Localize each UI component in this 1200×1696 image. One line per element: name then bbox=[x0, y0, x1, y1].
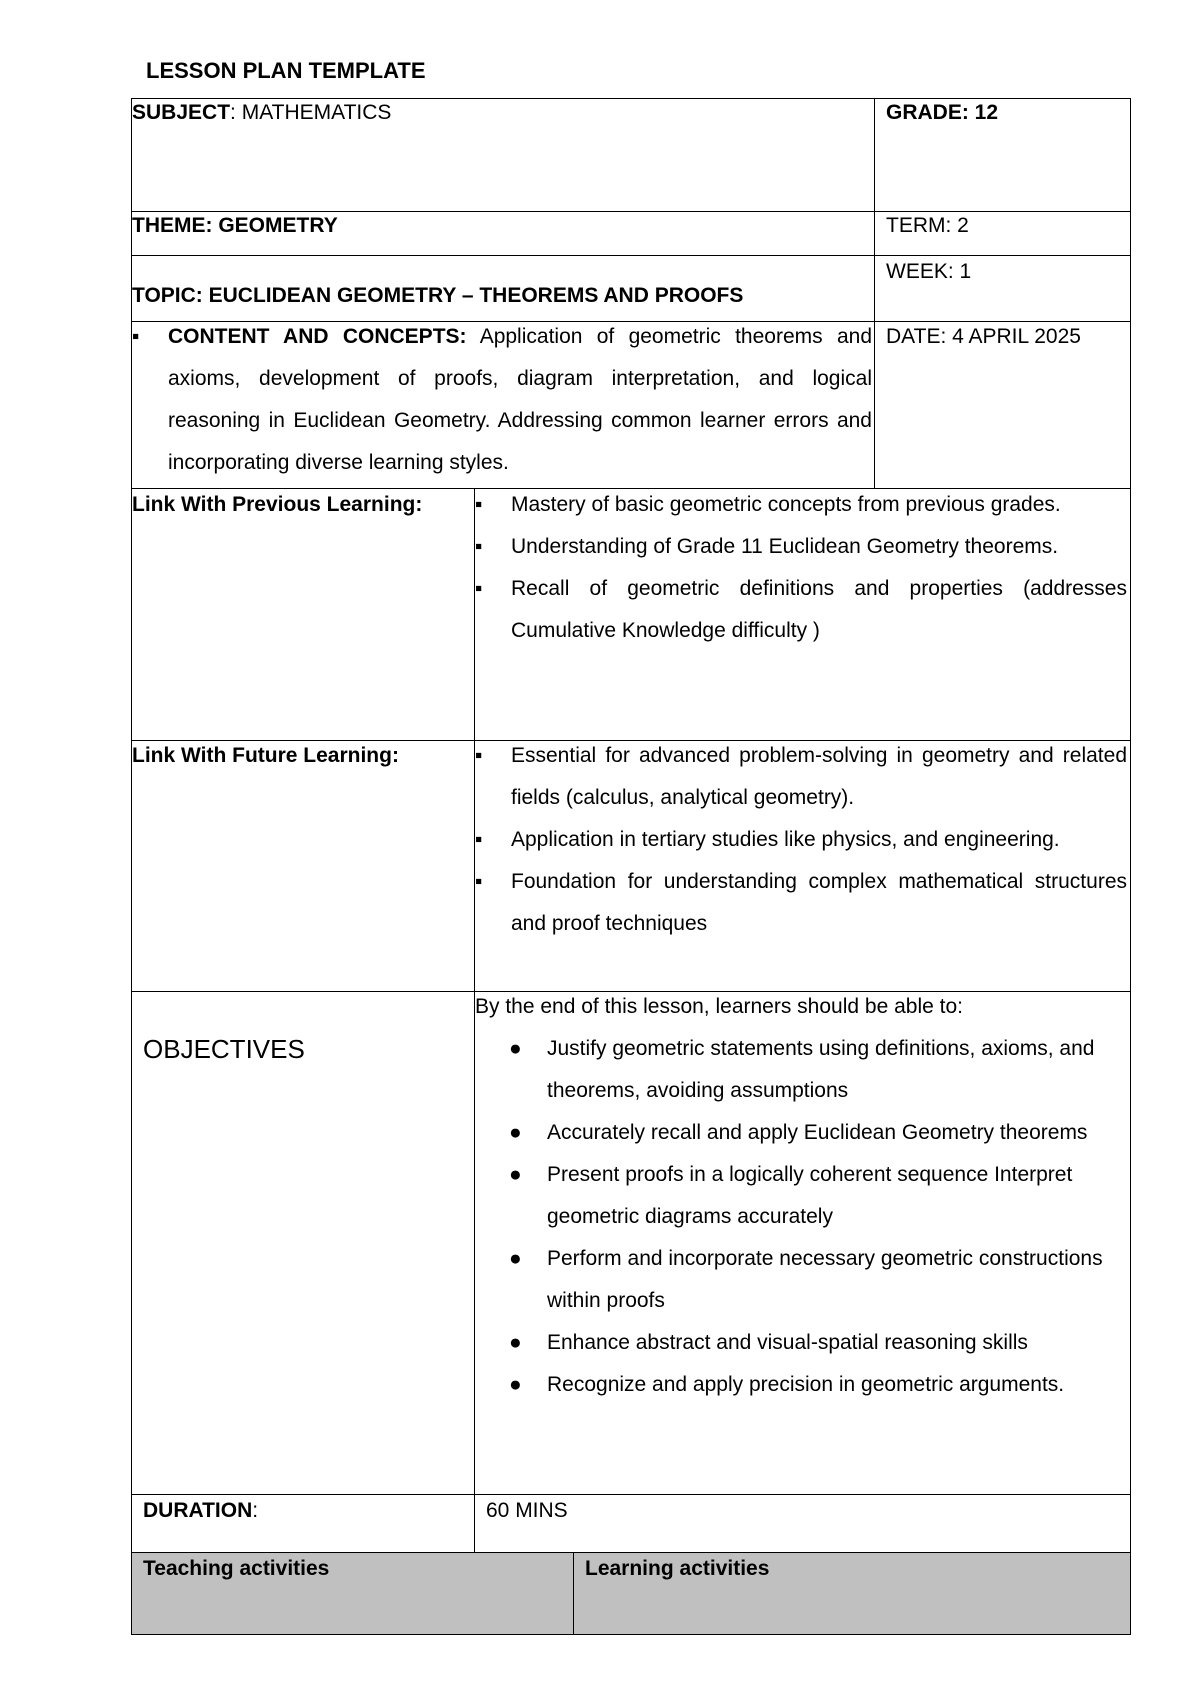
list-item: ● Justify geometric statements using definitions, axioms, and theorems, avoiding assumptions bbox=[475, 1028, 1127, 1112]
teaching-activities-header: Teaching activities bbox=[143, 1557, 330, 1580]
bullet-icon: ● bbox=[509, 1163, 522, 1186]
learning-activities-header: Learning activities bbox=[585, 1557, 770, 1580]
bullet-icon: ▪ bbox=[475, 828, 483, 851]
list-item: ▪ Understanding of Grade 11 Euclidean Geometry theorems. bbox=[475, 526, 1127, 568]
list-item: ▪ Application in tertiary studies like physics, and engineering. bbox=[475, 819, 1127, 861]
duration-label-cell bbox=[143, 1490, 463, 1532]
future-learning-label: Link With Future Learning: bbox=[132, 744, 399, 767]
list-item: ● Perform and incorporate necessary geometric constructions within proofs bbox=[475, 1238, 1127, 1322]
document-title: LESSON PLAN TEMPLATE bbox=[146, 58, 426, 83]
content-text: Application of geometric theorems and axioms, development of proofs, diagram interpretation, and logical reasoning in Euclidean Geometry. Addressing common learner errors and incorporating diverse learning styles. bbox=[168, 325, 872, 474]
previous-learning-label: Link With Previous Learning: bbox=[132, 493, 423, 516]
duration-colon: : bbox=[252, 1499, 259, 1522]
content-cell bbox=[132, 316, 872, 484]
list-item: ▪ Mastery of basic geometric concepts from previous grades. bbox=[475, 484, 1127, 526]
bullet-icon: ● bbox=[509, 1037, 522, 1060]
objectives-list bbox=[475, 986, 1127, 1406]
list-item: ▪ Recall of geometric definitions and properties (addresses Cumulative Knowledge difficulty ) bbox=[475, 568, 1127, 652]
bullet-icon: ● bbox=[509, 1247, 522, 1270]
duration-label: DURATION bbox=[143, 1499, 253, 1522]
content-item bbox=[132, 316, 872, 484]
topic-cell bbox=[132, 275, 872, 317]
theme-cell: THEME: GEOMETRY bbox=[132, 214, 338, 237]
list-item: ● Enhance abstract and visual-spatial reasoning skills bbox=[475, 1322, 1127, 1364]
bullet-icon: ● bbox=[509, 1373, 522, 1396]
bullet-icon: ● bbox=[509, 1331, 522, 1354]
date-cell: DATE: 4 APRIL 2025 bbox=[886, 325, 1081, 348]
duration-value: 60 MINS bbox=[486, 1499, 568, 1522]
bullet-icon: ● bbox=[509, 1121, 522, 1144]
bullet-icon: ▪ bbox=[475, 870, 483, 893]
bullet-icon: ▪ bbox=[475, 744, 483, 767]
content-label: CONTENT AND CONCEPTS: bbox=[168, 325, 467, 348]
topic-value: : EUCLIDEAN GEOMETRY – THEOREMS AND PROOFS bbox=[195, 284, 744, 307]
previous-learning-list bbox=[475, 484, 1127, 652]
subject-cell bbox=[132, 92, 872, 134]
bullet-icon: ▪ bbox=[132, 325, 140, 348]
bullet-icon: ▪ bbox=[475, 535, 483, 558]
bullet-icon: ▪ bbox=[475, 577, 483, 600]
objectives-intro: By the end of this lesson, learners should be able to: bbox=[475, 995, 963, 1018]
bullet-icon: ▪ bbox=[475, 493, 483, 516]
topic-label: TOPIC bbox=[132, 284, 196, 307]
week-cell: WEEK: 1 bbox=[886, 260, 972, 283]
list-item: ▪ Foundation for understanding complex mathematical structures and proof techniques bbox=[475, 861, 1127, 945]
subject-value: : MATHEMATICS bbox=[230, 101, 392, 124]
list-item: ● Present proofs in a logically coherent sequence Interpret geometric diagrams accurately bbox=[475, 1154, 1127, 1238]
grade-cell: GRADE: 12 bbox=[886, 101, 999, 124]
list-item: ▪ Essential for advanced problem-solving in geometry and related fields (calculus, analytical geometry). bbox=[475, 735, 1127, 819]
list-item: ● Recognize and apply precision in geometric arguments. bbox=[475, 1364, 1127, 1406]
term-cell: TERM: 2 bbox=[886, 214, 969, 237]
subject-label: SUBJECT bbox=[132, 101, 231, 124]
future-learning-list bbox=[475, 735, 1127, 945]
list-item: ● Accurately recall and apply Euclidean Geometry theorems bbox=[475, 1112, 1127, 1154]
objectives-label: OBJECTIVES bbox=[143, 1034, 305, 1064]
